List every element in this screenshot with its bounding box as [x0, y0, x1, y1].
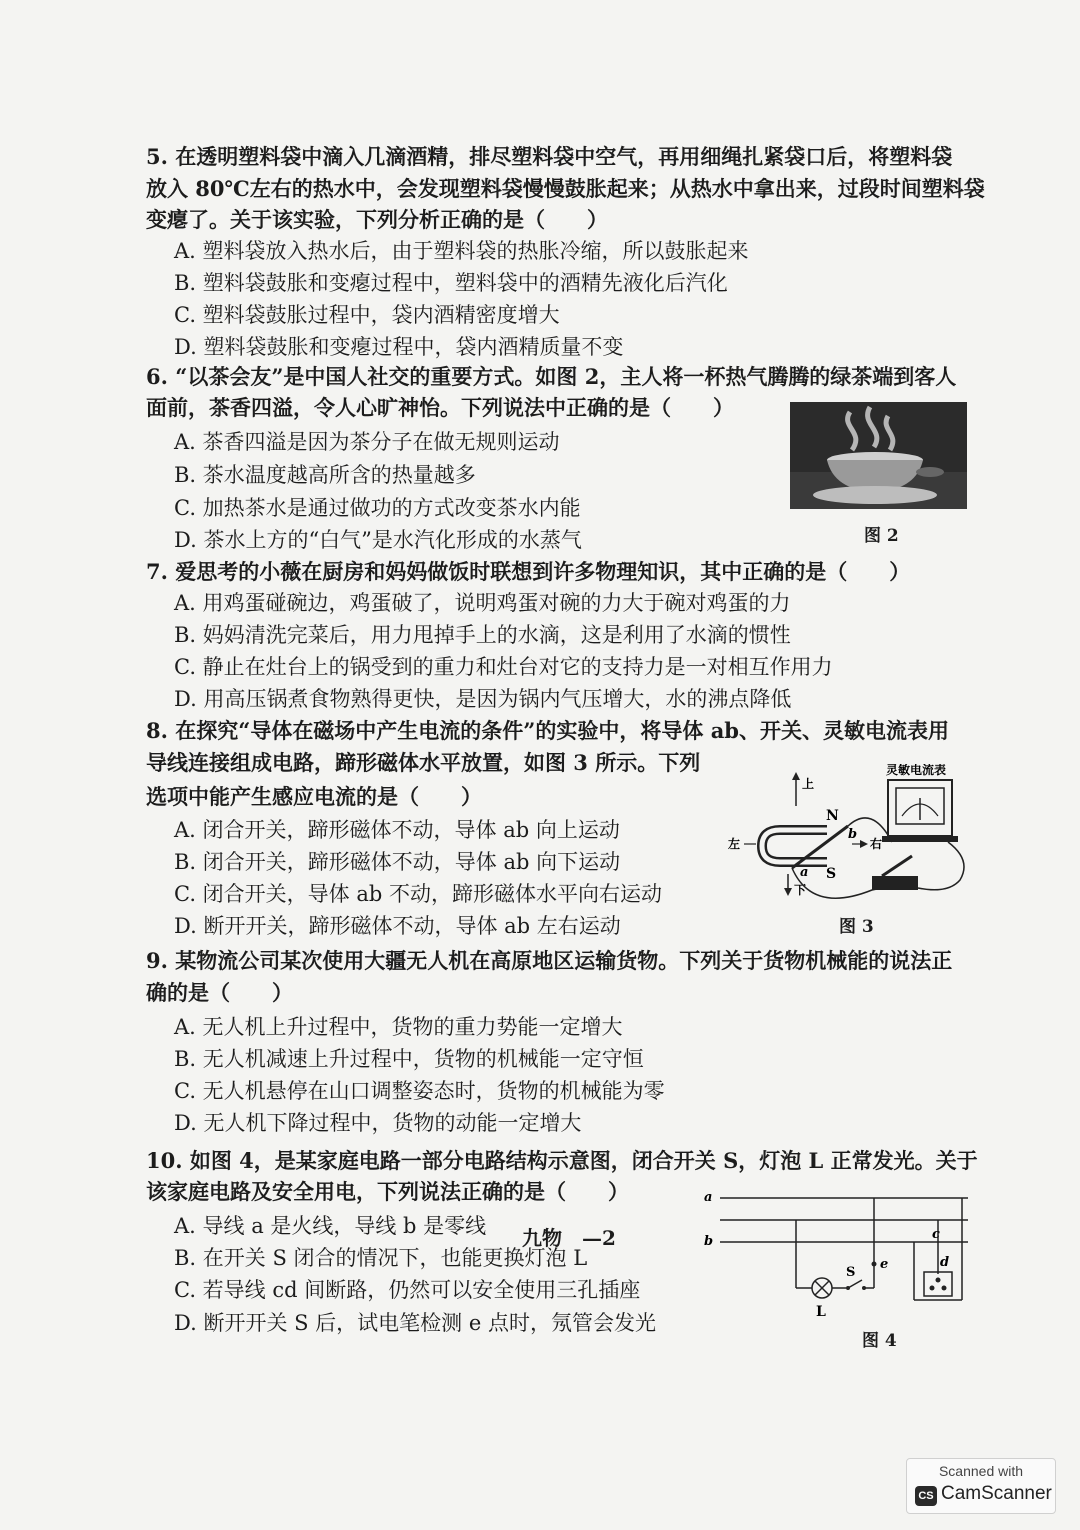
left-label: 左	[728, 837, 741, 851]
q10-option-d: D. 断开开关 S 后，试电笔检测 e 点时，氖管会发光	[174, 1311, 656, 1335]
q5-option-c: C. 塑料袋鼓胀过程中，袋内酒精密度增大	[174, 303, 560, 327]
q8-stem-line-3: 选项中能产生感应电流的是（ ）	[146, 784, 482, 809]
north-pole-label: N	[826, 808, 839, 824]
watermark-line-1: Scanned with	[938, 1463, 1024, 1479]
q6-stem-line-1: 6. “以茶会友”是中国人社交的重要方式。如图 2，主人将一杯热气腾腾的绿茶端到客人	[146, 364, 957, 389]
point-d-label: d	[940, 1255, 950, 1270]
point-a-label: a	[800, 865, 809, 880]
q9-option-a: A. 无人机上升过程中，货物的重力势能一定增大	[174, 1015, 623, 1039]
q5-stem-line-1: 5. 在透明塑料袋中滴入几滴酒精，排尽塑料袋中空气，再用细绳扎紧袋口后，将塑料袋	[146, 144, 953, 169]
point-c-label: c	[932, 1227, 940, 1242]
point-b-label: b	[848, 827, 858, 842]
q8-stem-line-1: 8. 在探究“导体在磁场中产生电流的条件”的实验中，将导体 ab、开关、灵敏电流表用	[146, 718, 949, 743]
q9-stem-line-2: 确的是（ ）	[146, 980, 293, 1005]
figure-3-diagram	[722, 764, 994, 914]
q5-option-d: D. 塑料袋鼓胀和变瘪过程中，袋内酒精质量不变	[174, 335, 624, 359]
q6-option-d: D. 茶水上方的“白气”是水汽化形成的水蒸气	[174, 528, 582, 552]
q8-option-a: A. 闭合开关，蹄形磁体不动，导体 ab 向上运动	[174, 818, 620, 842]
q10-option-a: A. 导线 a 是火线，导线 b 是零线	[174, 1214, 487, 1238]
right-label: 右	[870, 837, 883, 851]
q5-stem-line-2: 放入 80℃左右的热水中，会发现塑料袋慢慢鼓胀起来；从热水中拿出来，过段时间塑料袋	[146, 176, 985, 201]
q8-option-b: B. 闭合开关，蹄形磁体不动，导体 ab 向下运动	[174, 850, 621, 874]
lamp-l-label: L	[816, 1304, 826, 1320]
q6-option-c: C. 加热茶水是通过做功的方式改变茶水内能	[174, 496, 581, 520]
q10-stem-line-2: 该家庭电路及安全用电，下列说法正确的是（ ）	[146, 1179, 629, 1204]
q7-option-a: A. 用鸡蛋碰碗边，鸡蛋破了，说明鸡蛋对碗的力大于碗对鸡蛋的力	[174, 591, 791, 615]
q6-stem-line-2: 面前，茶香四溢，令人心旷神怡。下列说法中正确的是（ ）	[146, 395, 734, 420]
q5-stem-line-3: 变瘪了。关于该实验，下列分析正确的是（ ）	[146, 207, 608, 232]
q7-option-d: D. 用高压锅煮食物熟得更快，是因为锅内气压增大，水的沸点降低	[174, 687, 792, 711]
galvanometer-label: 灵敏电流表	[886, 764, 947, 777]
q7-option-b: B. 妈妈清洗完菜后，用力甩掉手上的水滴，这是利用了水滴的惯性	[174, 623, 791, 647]
figure-4-diagram	[700, 1184, 978, 1324]
q8-stem-line-2: 导线连接组成电路，蹄形磁体水平放置，如图 3 所示。下列	[146, 750, 701, 775]
q7-option-c: C. 静止在灶台上的锅受到的重力和灶台对它的支持力是一对相互作用力	[174, 655, 833, 679]
tea-photo	[790, 402, 967, 509]
page-footer: 九物 —2	[522, 1226, 616, 1250]
switch-s-label: S	[846, 1265, 856, 1280]
q8-option-d: D. 断开开关，蹄形磁体不动，导体 ab 左右运动	[174, 914, 621, 938]
q9-stem-line-1: 9. 某物流公司某次使用大疆无人机在高原地区运输货物。下列关于货物机械能的说法正	[146, 948, 953, 973]
camscanner-watermark	[906, 1458, 1056, 1514]
q8-option-c: C. 闭合开关，导体 ab 不动，蹄形磁体水平向右运动	[174, 882, 662, 906]
q6-option-b: B. 茶水温度越高所含的热量越多	[174, 463, 476, 487]
q5-option-a: A. 塑料袋放入热水后，由于塑料袋的热胀冷缩，所以鼓胀起来	[174, 239, 749, 263]
figure-2-caption: 图 2	[864, 526, 899, 546]
down-label: 下	[794, 883, 807, 897]
figure-4-caption: 图 4	[862, 1331, 897, 1351]
q9-option-c: C. 无人机悬停在山口调整姿态时，货物的机械能为零	[174, 1079, 665, 1103]
q10-stem-line-1: 10. 如图 4，是某家庭电路一部分电路结构示意图，闭合开关 S，灯泡 L 正常发光。关于	[146, 1148, 978, 1173]
watermark-line-2: CamScanner	[941, 1483, 1052, 1504]
q7-stem-line-1: 7. 爱思考的小薇在厨房和妈妈做饭时联想到许多物理知识，其中正确的是（ ）	[146, 559, 911, 584]
q6-option-a: A. 茶香四溢是因为茶分子在做无规则运动	[174, 430, 560, 454]
camscanner-logo-icon: CS	[915, 1486, 937, 1506]
south-pole-label: S	[826, 866, 837, 882]
wire-a-label: a	[704, 1190, 713, 1205]
q9-option-b: B. 无人机减速上升过程中，货物的机械能一定守恒	[174, 1047, 644, 1071]
q10-option-b: B. 在开关 S 闭合的情况下，也能更换灯泡 L	[174, 1246, 588, 1270]
q9-option-d: D. 无人机下降过程中，货物的动能一定增大	[174, 1111, 582, 1135]
q10-option-c: C. 若导线 cd 间断路，仍然可以安全使用三孔插座	[174, 1278, 641, 1302]
q5-option-b: B. 塑料袋鼓胀和变瘪过程中，塑料袋中的酒精先液化后汽化	[174, 271, 728, 295]
figure-3-caption: 图 3	[839, 917, 874, 937]
point-e-label: e	[880, 1257, 889, 1272]
up-label: 上	[802, 777, 815, 791]
wire-b-label: b	[704, 1234, 714, 1249]
